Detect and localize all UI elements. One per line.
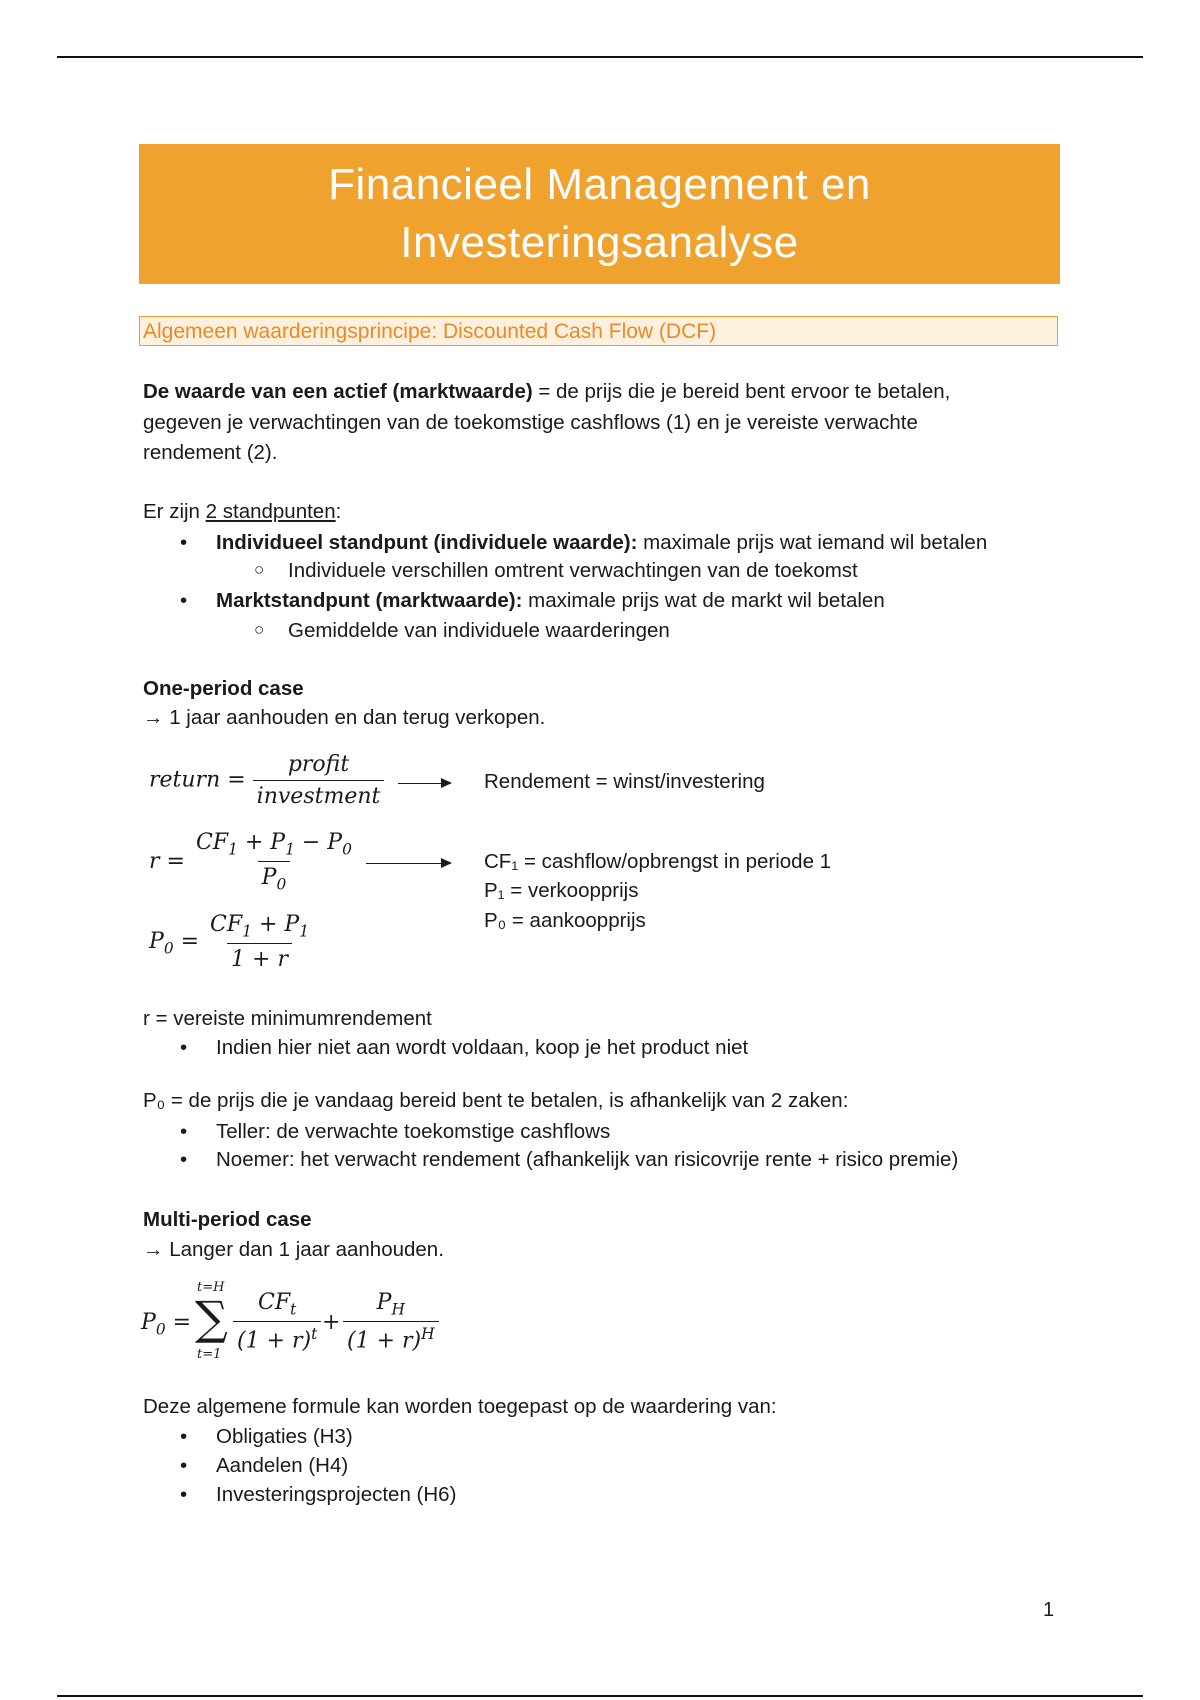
bullet-icon: • bbox=[180, 531, 188, 554]
intro-bold: De waarde van een actief (marktwaarde) bbox=[143, 380, 533, 403]
item-text: Investeringsprojecten (H6) bbox=[216, 1483, 457, 1506]
title-line-2: Investeringsanalyse bbox=[400, 218, 799, 267]
item-text: Teller: de verwachte toekomstige cashflows bbox=[216, 1120, 611, 1143]
document-title bbox=[139, 144, 1060, 284]
sub-item-text: Gemiddelde van individuele waarderingen bbox=[288, 619, 670, 642]
item-bold: Individueel standpunt (individuele waarde): bbox=[216, 531, 638, 554]
return-numerator: profit bbox=[287, 752, 350, 777]
return-fraction bbox=[253, 752, 385, 809]
circle-bullet-icon: ○ bbox=[254, 620, 265, 639]
note-p0: P₀ = aankoopprijs bbox=[484, 909, 646, 932]
bullet-icon: • bbox=[180, 1148, 188, 1171]
intro-line-1-rest: = de prijs die je bereid bent ervoor te betalen, bbox=[532, 380, 951, 403]
r-fraction: $\frac{CF_1 + P_1 - P_0}{P_0}$ bbox=[195, 830, 352, 894]
section-heading: Algemeen waarderingsprincipe: Discounted Cash Flow (DCF) bbox=[139, 316, 1058, 346]
standpunten-prefix: Er zijn bbox=[143, 500, 206, 523]
one-period-heading-text: One-period case bbox=[143, 677, 304, 700]
bullet-icon: • bbox=[180, 1425, 188, 1448]
item-text: Noemer: het verwacht rendement (afhankelijk van risicovrije rente + risico premie) bbox=[216, 1148, 959, 1171]
item-text: Aandelen (H4) bbox=[216, 1454, 349, 1477]
application-text: Deze algemene formule kan worden toegepast op de waardering van: bbox=[143, 1395, 777, 1418]
ph-fraction: $\frac{P_H}{(1 + r)^H}$ bbox=[343, 1290, 439, 1354]
bullet-icon: • bbox=[180, 589, 188, 612]
note-cf1: CF₁ = cashflow/opbrengst in periode 1 bbox=[484, 850, 832, 873]
multi-period-heading-text: Multi-period case bbox=[143, 1208, 312, 1231]
bullet-icon: • bbox=[180, 1036, 188, 1059]
note-p1: P₁ = verkoopprijs bbox=[484, 879, 639, 902]
one-period-heading bbox=[143, 674, 304, 704]
bullet-icon: • bbox=[180, 1454, 188, 1477]
return-lhs: return = bbox=[149, 767, 246, 793]
r-definition: r = vereiste minimumrendement bbox=[143, 1007, 432, 1030]
standpunten-intro bbox=[143, 497, 341, 527]
bullet-icon: • bbox=[180, 1483, 188, 1506]
title-line-1: Financieel Management en bbox=[328, 160, 871, 209]
one-period-arrow-text: → 1 jaar aanhouden en dan terug verkopen. bbox=[143, 706, 546, 729]
multi-period-arrow-text: → Langer dan 1 jaar aanhouden. bbox=[143, 1238, 444, 1261]
sub-item-text: Individuele verschillen omtrent verwachtingen van de toekomst bbox=[288, 559, 858, 582]
intro-line-3: rendement (2). bbox=[143, 441, 278, 464]
p0-definition: P₀ = de prijs die je vandaag bereid bent te betalen, is afhankelijk van 2 zaken: bbox=[143, 1089, 849, 1112]
r-formula: r = $\frac{CF_1 + P_1 - P_0}{P_0}$ bbox=[149, 830, 356, 894]
multi-period-heading bbox=[143, 1205, 312, 1235]
standpunten-suffix: : bbox=[335, 500, 342, 523]
rendement-note: Rendement = winst/investering bbox=[484, 770, 765, 793]
bullet-icon: • bbox=[180, 1120, 188, 1143]
circle-bullet-icon: ○ bbox=[254, 560, 265, 579]
return-denominator: investment bbox=[253, 780, 385, 809]
p0-formula: $P_0$ = $\frac{CF_1 + P_1}{1 + r}$ bbox=[149, 912, 313, 972]
return-formula bbox=[149, 752, 384, 809]
item-text: Indien hier niet aan wordt voldaan, koop je het product niet bbox=[216, 1036, 749, 1059]
item-text: maximale prijs wat iemand wil betalen bbox=[637, 531, 988, 554]
intro-line-1 bbox=[143, 377, 950, 407]
p0-fraction: $\frac{CF_1 + P_1}{1 + r}$ bbox=[210, 912, 309, 973]
footer-rule bbox=[57, 1695, 1143, 1697]
standpunten-underlined: 2 standpunten bbox=[205, 500, 336, 523]
page-number: 1 bbox=[1043, 1599, 1055, 1621]
item-bold: Marktstandpunt (marktwaarde): bbox=[216, 589, 523, 612]
arrow-icon bbox=[366, 863, 450, 864]
intro-line-2: gegeven je verwachtingen van de toekomstige cashflows (1) en je vereiste verwachte bbox=[143, 411, 918, 434]
header-rule bbox=[57, 56, 1143, 58]
cf-fraction: $CF_t$ $(1 + r)^t$ bbox=[233, 1290, 321, 1354]
item-text: Obligaties (H3) bbox=[216, 1425, 353, 1448]
item-text: maximale prijs wat de markt wil betalen bbox=[522, 589, 885, 612]
arrow-icon bbox=[398, 783, 450, 784]
dcf-formula: $P_0$ = t=H ∑ t=1 $CF_t$ $(1 + r)^t$ + $\frac{P_H}{(1 + r)^H}$ bbox=[141, 1280, 461, 1370]
